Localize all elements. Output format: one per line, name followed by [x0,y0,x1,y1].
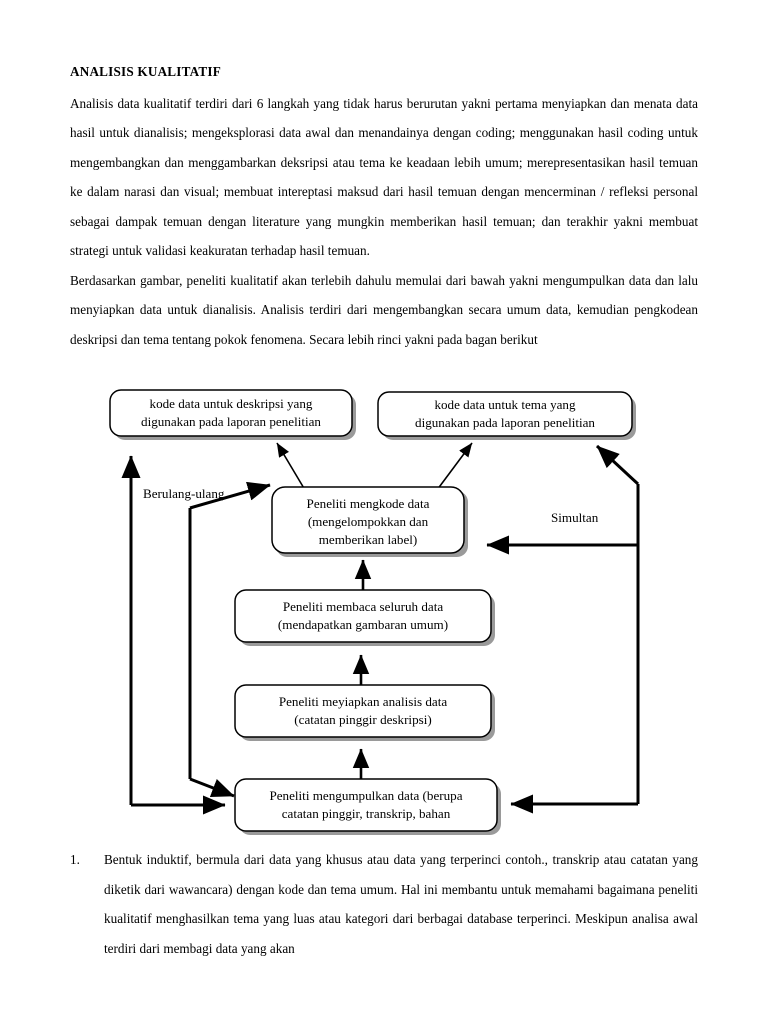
box-menyiapkan [235,685,491,737]
list-item-text: Bentuk induktif, bermula dari data yang khusus atau data yang terperinci contoh., transkrip atau catatan yang diketik dari wawancara) dengan kode dan tema umum. Hal ini membantu untuk memahami bagaimana peneliti kualitatif menghasilkan tema yang luas atau kategori dari berbagai database terperinci. Meskipun analisa awal terdiri dari membagi data yang akan [104,852,698,956]
box-mengumpulkan [235,779,497,831]
document-text-column [70,64,698,354]
box-kode-deskripsi-line1: kode data untuk deskripsi yang [149,396,313,411]
box-mengumpulkan-line1: Peneliti mengumpulkan data (berupa [269,788,463,803]
box-kode-tema [378,392,632,436]
list-item-number: 1. [70,852,80,867]
arrow-mengkode-to-kode-tema [437,443,472,490]
page-title: ANALISIS KUALITATIF [70,64,221,79]
box-menyiapkan-line1: Peneliti meyiapkan analisis data [278,694,448,709]
box-mengkode-line1: Peneliti mengkode data [306,496,430,511]
arrow-berulang-to-mengumpulkan [190,779,234,796]
paragraph-1: Analisis data kualitatif terdiri dari 6 langkah yang tidak harus berurutan yakni pertama menyiapkan dan menata data hasil untuk dianalisis; mengeksplorasi data awal dan menandainya dengan coding; menggunakan hasil coding untuk mengembangkan dan menggambarkan deksripsi atau tema ke keadaan lebih umum; merepresentasikan hasil temuan ke dalam narasi dan visual; membuat intereptasi maksud dari hasil temuan dengan mencerminan / refleksi personal sebagai dampak temuan dengan literature yang mungkin memberikan hasil temuan; dan terakhir yakni membuat strategi untuk validasi keakuratan terhadap hasil temuan. [70,95,698,259]
box-kode-deskripsi-line2: digunakan pada laporan penelitian [141,414,321,429]
box-mengkode [272,487,464,553]
arrow-mengkode-to-kode-deskripsi [277,443,305,490]
arrow-simultan-to-kode-tema [597,446,638,484]
box-mengkode-line2: (mengelompokkan dan [307,514,429,529]
box-kode-deskripsi [110,390,352,436]
box-mengumpulkan-line2: catatan pinggir, transkrip, bahan [281,806,451,821]
label-simultan: Simultan [551,510,599,525]
paragraph-2: Berdasarkan gambar, peneliti kualitatif akan terlebih dahulu memulai dari bawah yakni mengumpulkan data dan lalu menyiapkan data untuk dianalisis. Analisis terdiri dari mengembangkan secara umum data, kemudian pengkodean deskripsi dan tema tentang pokok fenomena. Secara lebih rinci yakni pada bagan berikut [70,272,698,347]
list-item [70,845,698,963]
box-kode-tema-line1: kode data untuk tema yang [434,397,576,412]
box-mengkode-line3: memberikan label) [318,532,418,547]
box-membaca-line2: (mendapatkan gambaran umum) [277,617,449,632]
box-menyiapkan-line2: (catatan pinggir deskripsi) [294,712,432,727]
qualitative-analysis-flowchart [0,372,768,840]
numbered-list [70,845,698,963]
box-kode-tema-line2: digunakan pada laporan penelitian [415,415,595,430]
box-membaca [235,590,491,642]
flowchart-boxes [110,390,632,831]
box-membaca-line1: Peneliti membaca seluruh data [282,599,444,614]
label-berulang-ulang: Berulang-ulang [143,486,225,501]
